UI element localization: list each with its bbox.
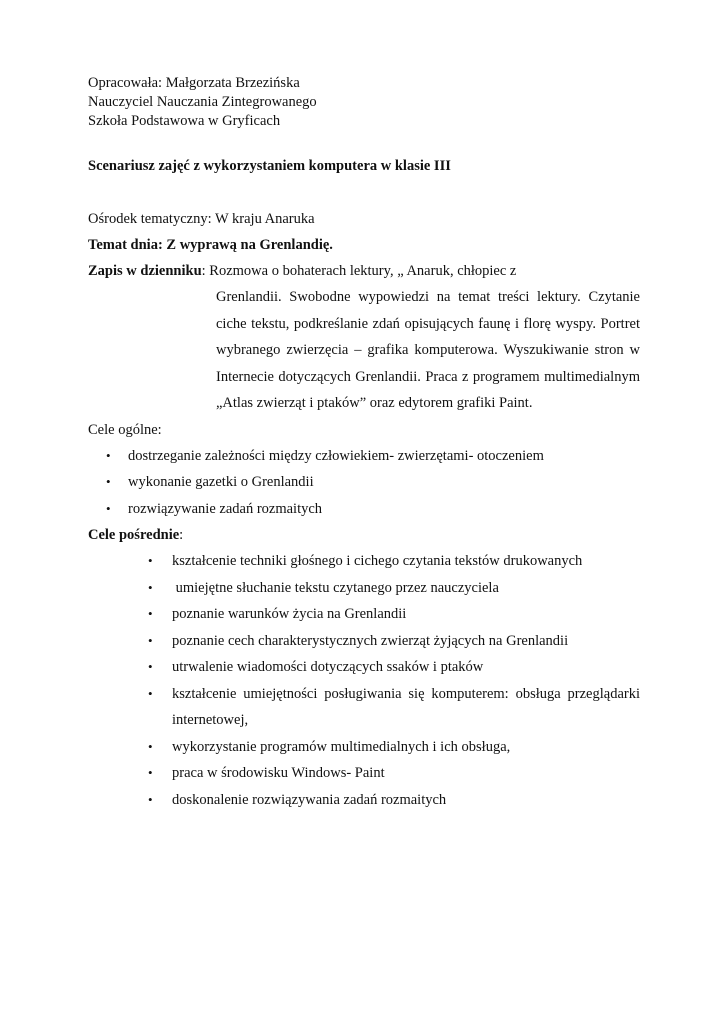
temat-line: Temat dnia: Z wyprawą na Grenlandię. [88, 237, 333, 253]
bullet-icon: • [148, 685, 153, 701]
bullet-icon: • [148, 553, 153, 568]
osrodek-label: Ośrodek tematyczny: [88, 211, 215, 227]
cele-posrednie-label: Cele pośrednie [88, 527, 180, 543]
position-line: Nauczyciel Nauczania Zintegrowanego [88, 94, 317, 110]
zapis-first-text: : Rozmowa o bohaterach lektury, „ Anaruk, chłopiec z [201, 263, 517, 279]
bullet-icon: • [106, 474, 111, 489]
cele-posrednie-colon: : [179, 527, 184, 543]
bullet-icon: • [148, 738, 153, 754]
bullet-icon: • [106, 447, 111, 463]
list-item: • wykonanie gazetki o Grenlandii [88, 469, 640, 496]
list-item: • wykorzystanie programów multimedialnych i ich obsługa, [88, 734, 640, 761]
document-title: Scenariusz zajęć z wykorzystaniem komputera w klasie III [88, 158, 451, 174]
zapis-label: Zapis w dzienniku [88, 263, 202, 279]
bullet-icon: • [106, 500, 111, 516]
zapis-line: Internecie dotyczących Grenlandii. Praca z programem multimedialnym [216, 368, 640, 385]
zapis-body [216, 284, 640, 417]
zapis-line: wybranego zwierzęcia – grafika komputerowa. Wyszukiwanie stron w [216, 342, 640, 358]
cele-posrednie-line [88, 522, 640, 548]
bullet-icon: • [148, 579, 153, 595]
list-item: • utrwalenie wiadomości dotyczących ssaków i ptaków [88, 654, 640, 681]
cele-posrednie-list [88, 548, 640, 813]
bullet-icon: • [148, 765, 153, 780]
document-page [88, 74, 640, 813]
bullet-icon: • [148, 606, 153, 621]
cele-ogolne-list [88, 443, 640, 523]
zapis-first-line [88, 258, 640, 284]
cele-ogolne-label: Cele ogólne: [88, 421, 162, 438]
list-item: • praca w środowisku Windows- Paint [88, 760, 640, 787]
zapis-line: „Atlas zwierząt i ptaków” oraz edytorem grafiki Paint. [216, 395, 533, 411]
zapis-line: ciche tekstu, podkreślanie zdań opisujących faunę i florę wyspy. Portret [216, 315, 640, 332]
bullet-icon: • [148, 659, 153, 674]
author-line: Opracowała: Małgorzata Brzezińska [88, 75, 300, 91]
author-block [88, 74, 640, 131]
osrodek-value: W kraju Anaruka [214, 211, 315, 227]
osrodek-line [88, 206, 640, 232]
list-item: • doskonalenie rozwiązywania zadań rozmaitych [88, 787, 640, 814]
bullet-icon: • [148, 791, 153, 807]
list-item: • rozwiązywanie zadań rozmaitych [88, 496, 640, 523]
list-item: • poznanie warunków życia na Grenlandii [88, 601, 640, 628]
list-item: • kształcenie umiejętności posługiwania się komputerem: obsługa przeglądarki internetowej, [88, 681, 640, 734]
list-item: • dostrzeganie zależności między człowiekiem- zwierzętami- otoczeniem [88, 443, 640, 470]
zapis-line: Grenlandii. Swobodne wypowiedzi na temat treści lektury. Czytanie [216, 289, 640, 305]
bullet-icon: • [148, 632, 153, 648]
list-item: • kształcenie techniki głośnego i cichego czytania tekstów drukowanych [88, 548, 640, 575]
list-item: • poznanie cech charakterystycznych zwierząt żyjących na Grenlandii [88, 628, 640, 655]
school-line: Szkoła Podstawowa w Gryficach [88, 113, 281, 129]
list-item: • umiejętne słuchanie tekstu czytanego przez nauczyciela [88, 575, 640, 602]
